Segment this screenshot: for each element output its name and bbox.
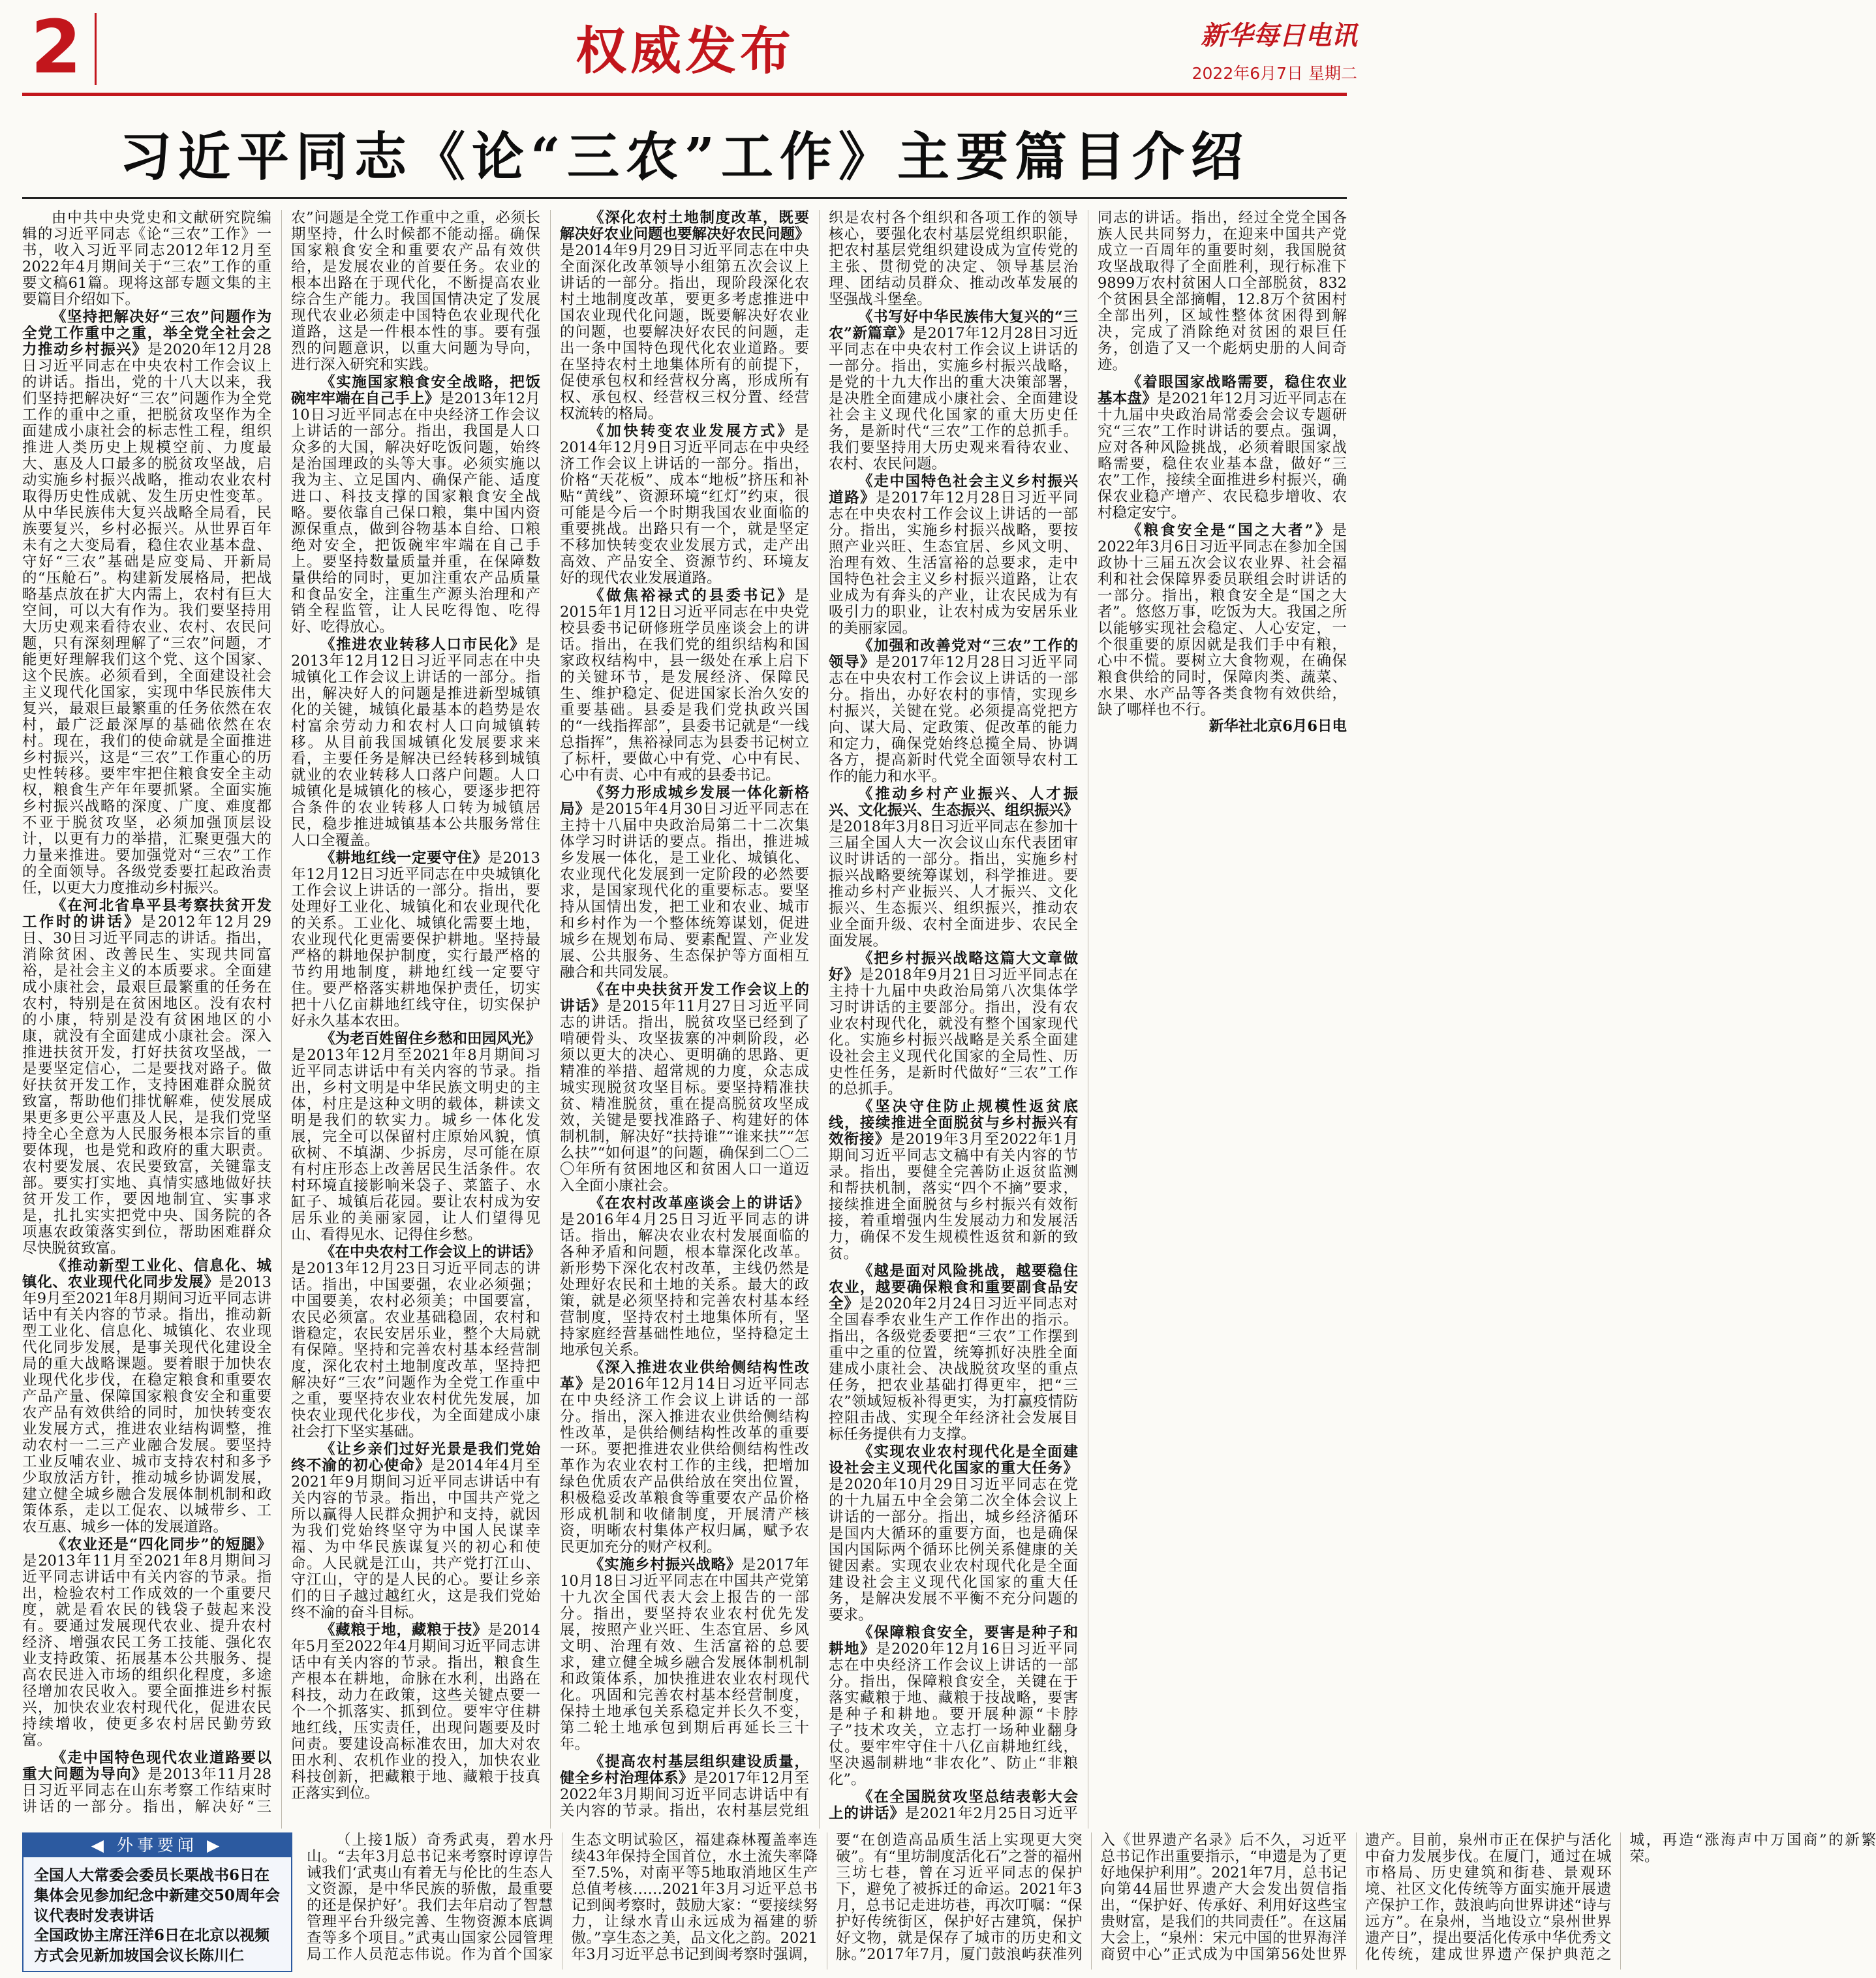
article-body: 是2013年12月12日习近平同志在中央城镇化工作会议上讲话的一部分。指出，要处理好工业化、城镇化和农业现代化的关系。工业化、城镇化需要土地，农业现代化更需要保护耕地。坚持最严格的耕地保护制度，实行最严格的节约用地制度，耕地红线一定要守住。要严格落实耕地保护责任，切实把十八亿亩耕地红线守住，切实保护好永久基本农田。: [291, 850, 540, 1030]
article-entry: [829, 786, 1078, 950]
page-number: 2: [31, 5, 82, 90]
article-body: 是2017年10月18日习近平同志在中国共产党第十九次全国代表大会上报告的一部分。指出，要坚持农业农村优先发展，按照产业兴旺、生态宜居、乡风文明、治理有效、生活富裕的总要求，建立健全城乡融合发展体制机制和政策体系，加快推进农业农村现代化。巩固和完善农村基本经营制度，保持土地承包关系稳定并长久不变，第二轮土地承包到期后再延长三十年。: [560, 1556, 809, 1753]
article-body: 是2013年12月至2021年8月期间习近平同志讲话中有关内容的节录。指出，乡村文明是中华民族文明史的主体，村庄是这种文明的载体，耕读文明是我们的软实力。城乡一体化发展，完全可以保留村庄原始风貌，慎砍树、不填湖、少拆房，尽可能在原有村庄形态上改善居民生活条件。农村环境直接影响米袋子、菜篮子、水缸子、城镇后花园。要让农村成为安居乐业的美丽家园，让人们望得见山、看得见水、记得住乡愁。: [291, 1047, 540, 1243]
article-title: 《深入推进农业供给侧结构性改革》: [560, 1359, 809, 1393]
article-body: 是2017年12月28日习近平同志在中央农村工作会议上讲话的一部分。指出，实施乡村振兴战略，要按照产业兴旺、生态宜居、乡风文明、治理有效、生活富裕的总要求，走中国特色社会主义乡村振兴道路，让农业成为有奔头的产业，让农民成为有吸引力的职业，让农村成为安居乐业的美丽家园。: [829, 489, 1078, 637]
article-entry: [1098, 523, 1347, 719]
article-title: 《坚持把解决好“三农”问题作为全党工作重中之重，举全党全社会之力推动乡村振兴》: [22, 309, 271, 358]
article-entry: [22, 1258, 271, 1536]
article-title: 《在河北省阜平县考察扶贫开发工作时的讲话》: [22, 897, 271, 931]
article-body: 是2017年12月至2022年3月期间习近平同志讲话中有关内容的节录。指出，农村基层党组织是农村各个组织和各项工作的领导核心，要强化农村基层党组织职能，把农村基层党组织建设成为宣传党的主张、贯彻党的决定、领导基层治理、团结动员群众、推动改革发展的坚强战斗堡垒。: [560, 209, 1078, 1819]
article-body: 是2019年3月至2022年1月期间习近平同志文稿中有关内容的节录。指出，要健全完善防止返贫监测和帮扶机制，落实“四个不摘”要求，接续推进全面脱贫与乡村振兴有效衔接，着重增强内生发展动力和发展活力，确保不发生规模性返贫和新的致贫。: [829, 1131, 1078, 1262]
headline-rule: [22, 197, 1347, 199]
header-rule: [22, 93, 1347, 96]
article-entry: [829, 1099, 1078, 1262]
article-body: 是2020年12月28日习近平同志在中央农村工作会议上的讲话。指出，党的十八大以来，我们坚持把解决好“三农”问题作为全党工作的重中之重，把脱贫攻坚作为全面建成小康社会的标志性工程，组织推进人类历史上规模空前、力度最大、惠及人口最多的脱贫攻坚战，启动实施乡村振兴战略，推动农业农村取得历史性成就、发生历史性变革。从中华民族伟大复兴战略全局看，民族要复兴，乡村必振兴。从世界百年未有之大变局看，稳住农业基本盘、守好“三农”基础是应变局、开新局的“压舱石”。构建新发展格局，把战略基点放在扩大内需上，农村有巨大空间，可以大有作为。我们要坚持用大历史观来看待农业、农村、农民问题，只有深刻理解了“三农”问题，才能更好理解我们这个党、这个国家、这个民族。必须看到，全面建设社会主义现代化国家，实现中华民族伟大复兴，最艰巨最繁重的任务依然在农村，最广泛最深厚的基础依然在农村。现在，我们的使命就是全面推进乡村振兴，这是“三农”工作重心的历史性转移。要牢牢把住粮食安全主动权，粮食生产年年要抓紧。全面实施乡村振兴战略的深度、广度、难度都不亚于脱贫攻坚，必须加强顶层设计，以更有力的举措，汇聚更强大的力量来推进。要加强党对“三农”工作的全面领导。各级党委要扛起政治责任，以更大力度推动乡村振兴。: [22, 341, 271, 897]
section-title: 权威发布: [575, 22, 795, 81]
article-title: 《深化农村土地制度改革，既要解决好农业问题也要解决好农民问题》: [560, 209, 810, 243]
article-title: 《粮食安全是“国之大者”》: [1127, 522, 1332, 539]
article-body: 是2020年10月29日习近平同志在党的十九届五中全会第二次全体会议上讲话的一部分。指出，城乡经济循环是国内大循环的重要方面，也是确保国内国际两个循环比例关系健康的关键因素。实现农业农村现代化是全面建设社会主义现代化国家的重大任务，是解决发展不平衡不充分问题的要求。: [829, 1476, 1078, 1624]
article-body: 是2013年12月12日习近平同志在中央城镇化工作会议上讲话的一部分。指出，解决好人的问题是推进新型城镇化的关键，城镇化最基本的趋势是农村富余劳动力和农村人口向城镇转移。从目前我国城镇化发展要求来看，主要任务是解决已经转移到城镇就业的农业转移人口落户问题。人口城镇化是城镇化的核心，要逐步把符合条件的农业转移人口转为城镇居民，稳步推进城镇基本公共服务常住人口全覆盖。: [291, 636, 540, 849]
news-item[interactable]: 全国政协主席汪洋6日在北京以视频方式会见新加坡国会议长陈川仁: [34, 1926, 270, 1964]
article-body: 是2018年9月21日习近平同志在主持十九届中央政治局第八次集体学习时讲话的主要部分。指出，没有农业农村现代化，就没有整个国家现代化。实施乡村振兴战略是关系全面建设社会主义现代化国家的全局性、历史性任务，是新时代做好“三农”工作的总抓手。: [829, 966, 1078, 1098]
article-body: 是2020年2月24日习近平同志对全国春季农业生产工作作出的指示。指出，各级党委要把“三农”工作摆到重中之重的位置，统筹抓好决胜全面建成小康社会、决战脱贫攻坚的重点任务，把农业基础打得更牢，把“三农”领域短板补得更实，为打赢疫情防控阻击战、实现全年经济社会发展目标任务提供有力支撑。: [829, 1295, 1078, 1443]
article-body: 是2021年2月25日习近平同志的讲话。指出，经过全党全国各族人民共同努力，在迎来中国共产党成立一百周年的重要时刻，我国脱贫攻坚战取得了全面胜利，现行标准下9899万农村贫困人口全部脱贫，832个贫困县全部摘帽，12.8万个贫困村全部出列，区域性整体贫困得到解决，完成了消除绝对贫困的艰巨任务，创造了又一个彪炳史册的人间奇迹。: [904, 209, 1347, 1822]
article-entry: [291, 1442, 540, 1621]
article-body: 是2014年4月至2021年9月期间习近平同志讲话中有关内容的节录。指出，中国共产党之所以赢得人民群众拥护和支持，就因为我们党始终坚守为中国人民谋幸福、为中华民族谋复兴的初心和使命。人民就是江山，共产党打江山、守江山，守的是人民的心。要让乡亲们的日子越过越红火，这是我们党始终不渝的奋斗目标。: [291, 1457, 540, 1621]
article-body: 是2020年12月16日习近平同志在中央经济工作会议上讲话的一部分。指出，保障粮食安全，关键在于落实藏粮于地、藏粮于技战略，要害是种子和耕地。要开展种源“卡脖子”技术攻关，立志打一场种业翻身仗。要牢牢守住十八亿亩耕地红线，坚决遏制耕地“非农化”、防止“非粮化”。: [829, 1641, 1078, 1788]
article-entry: [22, 309, 271, 897]
article-entry: [291, 1622, 540, 1802]
article-entry: [829, 638, 1078, 785]
article-entry: [560, 210, 809, 422]
article-body: 是2017年12月28日习近平同志在中央农村工作会议上讲话的一部分。指出，实施乡村振兴战略，是党的十九大作出的重大决策部署，是决胜全面建成小康社会、全面建设社会主义现代化国家的重大历史任务，是新时代“三农”工作的总抓手。我们要坚持用大历史观来看待农业、农村、农民问题。: [829, 325, 1078, 472]
article-entry: [291, 637, 540, 849]
article-title: 《让乡亲们过好光景是我们党始终不渝的初心使命》: [291, 1441, 540, 1474]
article-body: 是2021年12月习近平同志在十九届中央政治局常委会会议专题研究“三农”工作时讲话的要点。强调，应对各种风险挑战，必须着眼国家战略需要，稳住农业基本盘，做好“三农”工作，接续全面推进乡村振兴，确保农业稳产增产、农民稳步增收、农村稳定安宁。: [1098, 390, 1347, 521]
article-body: 是2022年3月6日习近平同志在参加全国政协十三届五次会议农业界、社会福利和社会保障界委员联组会时讲话的一部分。指出，粮食安全是“国之大者”。悠悠万事，吃饭为大。我国之所以能够实现社会稳定、人心安定，一个很重要的原因就是我们手中有粮，心中不慌。要树立大食物观，在确保粮食供给的同时，保障肉类、蔬菜、水果、水产品等各类食物有效供给，缺了哪样也不行。: [1098, 522, 1347, 719]
header-divider: [95, 13, 97, 85]
article-body: 是2013年12月10日习近平同志在中央经济工作会议上讲话的一部分。指出，我国是人口众多的大国，解决好吃饭问题，始终是治国理政的头等大事。必须实施以我为主、立足国内、确保产能、适度进口、科技支撑的国家粮食安全战略。要依靠自己保口粮，集中国内资源保重点，做到谷物基本自给、口粮绝对安全，把饭碗牢牢端在自己手上。要坚持数量质量并重，在保障数量供给的同时，更加注重农产品质量和食品安全，注重生产源头治理和产销全程监管，让人民吃得饱、吃得好、吃得放心。: [291, 390, 540, 636]
article-entry: [829, 309, 1078, 472]
article-entry: [291, 375, 540, 636]
article-entry: [291, 850, 540, 1030]
intro-paragraph: 由中共中央党史和文献研究院编辑的习近平同志《论“三农”工作》一书，收入习近平同志2012年12月至2022年4月期间关于“三农”工作的重要文稿61篇。现将这部专题文集的主要篇目介绍如下。: [22, 209, 271, 308]
article-title: 《加快转变农业发展方式》: [589, 423, 795, 440]
article-body: 是2013年9月至2021年8月期间习近平同志讲话中有关内容的节录。指出，推动新型工业化、信息化、城镇化、农业现代化同步发展，是事关现代化建设全局的重大战略课题。要着眼于加快农业现代化步伐，在稳定粮食和重要农产品产量、保障国家粮食安全和重要农产品有效供给的同时，加快转变农业发展方式，推进农业结构调整，推动农村一二三产业融合发展。要坚持工业反哺农业、城市支持农村和多予少取放活方针，推动城乡协调发展，建立健全城乡融合发展体制机制和政策体系，走以工促农、以城带乡、工农互惠、城乡一体的发展道路。: [22, 1274, 271, 1536]
byline: 新华社北京6月6日电: [1208, 718, 1347, 735]
article-columns: [22, 210, 1347, 1829]
article-title: 《走中国特色社会主义乡村振兴道路》: [829, 473, 1078, 506]
article-entry: [1098, 375, 1347, 521]
article-body: 是2015年11月27日习近平同志的讲话。指出，脱贫攻坚已经到了啃硬骨头、攻坚拔寨的冲刺阶段，必须以更大的决心、更明确的思路、更精准的举措、超常规的力度，众志成城实现脱贫攻坚目标。要坚持精准扶贫、精准脱贫，重在提高脱贫攻坚成效，关键是要找准路子、构建好的体制机制，解决好“扶持谁”“谁来扶”“怎么扶”“如何退”的问题，确保到二〇二〇年所有贫困地区和贫困人口一道迈入全面小康社会。: [560, 998, 809, 1194]
article-title: 《做焦裕禄式的县委书记》: [589, 587, 795, 604]
news-item[interactable]: 全国人大常委会委员长栗战书6日在集体会见参加纪念中新建交50周年会议代表时发表讲话: [34, 1866, 281, 1924]
article-entry: [560, 588, 809, 784]
article-body: 是2013年12月23日习近平同志的讲话。指出，中国要强，农业必须强；中国要美，农村必须美；中国要富，农民必须富。农业基础稳固，农村和谐稳定，农民安居乐业，整个大局就有保障。坚持和完善农村基本经营制度，深化农村土地制度改革，坚持把解决好“三农”问题作为全党工作重中之重，要坚持农业农村优先发展，加快农业现代化步伐，为全面建成小康社会打下坚实基础。: [291, 1260, 540, 1440]
continued-text: （上接1版）奇秀武夷，碧水丹山。“去年3月总书记来考察时谆谆告诫我们‘武夷山有着无与伦比的生态人文资源，是中华民族的骄傲，最重要的还是保护好’。我们去年启动了智慧管理平台升级完善、生物资源本底调查等多个项目。”武夷山国家公园管理局工作人员范志伟说。作为首个国家生态文明试验区，福建森林覆盖率连续43年保持全国首位，水土流失率降至7.5%，对南平等5地取消地区生产总值考核……2021年3月习近平总书记到闽考察时，鼓励大家：“要接续努力，让绿水青山永远成为福建的骄傲。”享生态之美，品文化之韵。2021年3月习近平总书记到闽考察时强调，要“在创造高品质生活上实现更大突破”。有“里坊制度活化石”之誉的福州三坊七巷，曾在习近平同志的保护下，避免了被拆迁的命运。2021年3月，总书记走进坊巷，再次叮嘱：“保护好传统街区，保护好古建筑，保护好文物，就是保存了城市的历史和文脉。”2017年7月，厦门鼓浪屿获准列入《世界遗产名录》后不久，习近平总书记作出重要指示，“申遗是为了更好地保护利用”。2021年7月，总书记向第44届世界遗产大会发出贺信指出，“保护好、传承好、利用好这些宝贵财富，是我们的共同责任”。在这届大会上，“泉州：宋元中国的世界海洋商贸中心”正式成为中国第56处世界遗产。目前，泉州市正在保护与活化中奋力发展步伐。在厦门，通过在城市格局、历史建筑和街巷、景观环境、社区文化传统等方面实施开展遗产保护工作，鼓浪屿向世界讲述“诗与远方”。在泉州，当地设立“泉州世界遗产日”，提出要活化传承中华优秀文化传统，建成世界遗产保护典范之城，再造“涨海声中万国商”的新繁荣。: [307, 1832, 1876, 1963]
article-title: 《走中国特色现代农业道路要以重大问题为导向》: [22, 1750, 271, 1783]
page-header: [0, 0, 1368, 98]
article-title: 《书写好中华民族伟大复兴的“三农”新篇章》: [829, 309, 1078, 342]
article-title: 《实施国家粮食安全战略，把饭碗牢牢端在自己手上》: [291, 374, 540, 407]
article-body: 是2014年12月9日习近平同志在中央经济工作会议上讲话的一部分。指出，价格“天花板”、成本“地板”挤压和补贴“黄线”、资源环境“红灯”约束，很可能是今后一个时期我国农业面临的重要挑战。出路只有一个，就是坚定不移加快转变农业发展方式，走产出高效、产品安全、资源节约、环境友好的现代农业发展道路。: [560, 423, 809, 587]
issue-date: 2022年6月7日 星期二: [1192, 64, 1357, 83]
article-entry: [560, 982, 809, 1194]
article-entry: [829, 1444, 1078, 1624]
article-body: 是2014年5月至2022年4月期间习近平同志讲话中有关内容的节录。指出，粮食生产根本在耕地，命脉在水利，出路在科技，动力在政策，这些关键点要一个一个抓落实、抓到位。要牢守住耕地红线，压实责任，出现问题要及时问责。要建设高标准农田，加大对农田水利、农机作业的投入，加快农业科技创新，把藏粮于地、藏粮于技真正落实到位。: [291, 1622, 540, 1802]
article-title: 《实施乡村振兴战略》: [589, 1556, 742, 1573]
article-body: 是2013年11月至2021年8月期间习近平同志讲话中有关内容的节录。指出，检验农村工作成效的一个重要尺度，就是看农民的钱袋子鼓起来没有。要通过发展现代农业、提升农村经济、增强农民工务工技能、强化农业支持政策、拓展基本公共服务、提高农民进入市场的组织化程度，多途径增加农民收入。要全面推进乡村振兴，加快农业农村现代化，促进农民持续增收，使更多农村居民勤劳致富。: [22, 1553, 271, 1749]
article-body: 是2014年9月29日习近平同志在中央全面深化改革领导小组第五次会议上讲话的一部分。指出，现阶段深化农村土地制度改革，要更多考虑推进中国农业现代化问题，既要解决好农业的问题，也要解决好农民的问题，走出一条中国特色现代化农业道路。要在坚持农村土地集体所有的前提下，促使承包权和经营权分离，形成所有权、承包权、经营权三权分置、经营权流转的格局。: [560, 242, 809, 422]
article-title: 《着眼国家战略需要，稳住农业基本盘》: [1098, 374, 1347, 407]
article-title: 《提高农村基层组织建设质量，健全乡村治理体系》: [560, 1754, 809, 1787]
article-body: 是2015年1月12日习近平同志在中央党校县委书记研修班学员座谈会上的讲话。指出，在我们党的组织结构和国家政权结构中，县一级处在承上启下的关键环节，是发展经济、保障民生、维护稳定、促进国家长治久安的重要基础。县委是我们党执政兴国的“一线指挥部”，县委书记就是“一线总指挥”，焦裕禄同志为县委书记树立了标杆，要做心中有党、心中有民、心中有责、心中有戒的县委书记。: [560, 587, 809, 784]
article-entry: [829, 474, 1078, 637]
article-entry: [22, 898, 271, 1257]
article-title: 《在全国脱贫攻坚总结表彰大会上的讲话》: [829, 1789, 1078, 1822]
article-body: 是2016年4月25日习近平同志的讲话。指出，解决农业农村发展面临的各种矛盾和问题，根本靠深化改革。新形势下深化农村改革，主线仍然是处理好农民和土地的关系。最大的政策，就是必须坚持和完善农村基本经营制度，坚持农村土地集体所有，坚持家庭经营基础性地位，坚持稳定土地承包关系。: [560, 1211, 809, 1359]
article-title: 《实现农业农村现代化是全面建设社会主义现代化国家的重大任务》: [829, 1444, 1078, 1477]
article-title: 《在中央扶贫开发工作会议上的讲话》: [560, 981, 809, 1015]
continued-article: [307, 1832, 1876, 1970]
article-body: 是2017年12月28日习近平同志在中央农村工作会议上讲话的一部分。指出，办好农村的事情，实现乡村振兴，关键在党。必须提高党把方向、谋大局、定政策、促改革的能力和定力，确保党始终总揽全局、协调各方，提高新时代党全面领导农村工作的能力和水平。: [829, 654, 1078, 785]
article-title: 《推动新型工业化、信息化、城镇化、农业现代化同步发展》: [22, 1258, 271, 1291]
article-title: 《把乡村振兴战略这篇大文章做好》: [829, 950, 1078, 983]
article-title: 《为老百姓留住乡愁和田园风光》: [320, 1030, 541, 1047]
article-entry: [560, 1196, 809, 1359]
article-title: 《耕地红线一定要守住》: [320, 850, 488, 867]
article-title: 《在农村改革座谈会上的讲话》: [589, 1195, 809, 1212]
foreign-affairs-box: [22, 1832, 292, 1972]
article-entry: [560, 785, 809, 981]
main-headline: 习近平同志《论“三农”工作》主要篇目介绍: [119, 126, 1250, 187]
article-title: 《努力形成城乡发展一体化新格局》: [560, 784, 809, 818]
article-title: 《越是面对风险挑战，越要稳住农业，越要确保粮食和重要副食品安全》: [829, 1263, 1078, 1312]
article-entry: [291, 1031, 540, 1243]
article-title: 《在中央农村工作会议上的讲话》: [320, 1244, 541, 1261]
article-entry: [560, 1557, 809, 1753]
article-title: 《推动乡村产业振兴、人才振兴、文化振兴、生态振兴、组织振兴》: [829, 786, 1079, 819]
article-title: 《保障粮食安全，要害是种子和耕地》: [829, 1624, 1078, 1658]
article-body: 是2012年12月29日、30日习近平同志的讲话。指出，消除贫困、改善民生、实现共同富裕，是社会主义的本质要求。全面建成小康社会，最艰巨最繁重的任务在农村，特别是在贫困地区。没有农村的小康，特别是没有贫困地区的小康，就没有全面建成小康社会。深入推进扶贫开发，打好扶贫攻坚战，一是要坚定信心，二是要找对路子。做好扶贫开发工作，支持困难群众脱贫致富，帮助他们排忧解难，使发展成果更多更公平惠及人民，是我们党坚持全心全意为人民服务根本宗旨的重要体现，也是党和政府的重大职责。农村要发展、农民要致富，关键靠支部。要实打实地、真情实感地做好扶贫开发工作，要因地制宜、实事求是，扎扎实实把党中央、国务院的各项惠农政策落实到位，帮助困难群众尽快脱贫致富。: [22, 914, 271, 1257]
article-entry: [22, 1537, 271, 1749]
article-entry: [560, 1360, 809, 1556]
article-body: 是2015年4月30日习近平同志在主持十八届中央政治局第二十二次集体学习时讲话的要点。指出，推进城乡发展一体化，是工业化、城镇化、农业现代化发展到一定阶段的必然要求，是国家现代化的重要标志。要坚持从国情出发，把工业和农业、城市和乡村作为一个整体统筹谋划，促进城乡在规划布局、要素配置、产业发展、公共服务、生态保护等方面相互融合和共同发展。: [560, 801, 809, 981]
article-title: 《加强和改善党对“三农”工作的领导》: [829, 638, 1078, 671]
foreign-affairs-label: ◀ 外事要闻 ▶: [23, 1834, 291, 1857]
article-body: 是2016年12月14日习近平同志在中央经济工作会议上讲话的一部分。指出，深入推进农业供给侧结构性改革，是供给侧结构性改革的重要一环。要把推进农业供给侧结构性改革作为农业农村工作的主线，把增加绿色优质农产品供给放在突出位置，积极稳妥改革粮食等重要农产品价格形成机制和收储制度，开展清产核资，明晰农村集体产权归属，赋予农民更加充分的财产权利。: [560, 1376, 809, 1556]
article-body: 是2018年3月8日习近平同志在参加十三届全国人大一次会议山东代表团审议时讲话的一部分。指出，实施乡村振兴战略要统筹谋划，科学推进。要推动乡村产业振兴、人才振兴、文化振兴、生态振兴、组织振兴，推动农业全面升级、农村全面进步、农民全面发展。: [829, 818, 1078, 950]
article-title: 《农业还是“四化同步”的短腿》: [52, 1536, 271, 1553]
article-title: 《藏粮于地，藏粮于技》: [320, 1622, 488, 1639]
article-entry: [829, 1263, 1078, 1443]
newspaper-logo: 新华每日电讯: [1201, 20, 1357, 51]
article-title: 《坚决守住防止规模性返贫底线，接续推进全面脱贫与乡村振兴有效衔接》: [829, 1098, 1078, 1148]
article-title: 《推进农业转移人口市民化》: [320, 636, 526, 653]
article-entry: [291, 1244, 540, 1440]
article-entry: [560, 424, 809, 587]
article-list: [22, 210, 1347, 1829]
article-body: 是2013年11月28日习近平同志在山东考察工作结束时讲话的一部分。指出，解决好“三农”问题是全党工作重中之重，必须长期坚持，什么时候都不能动摇。确保国家粮食安全和重要农产品有效供给，是发展农业的首要任务。农业的根本出路在于现代化，不断提高农业综合生产能力。我国国情决定了发展现代农业必须走中国特色农业现代化道路，这是一件根本性的事。要有强烈的问题意识，以重大问题为导向，进行深入研究和实践。: [22, 209, 540, 1816]
article-entry: [829, 1625, 1078, 1788]
article-entry: [829, 951, 1078, 1098]
